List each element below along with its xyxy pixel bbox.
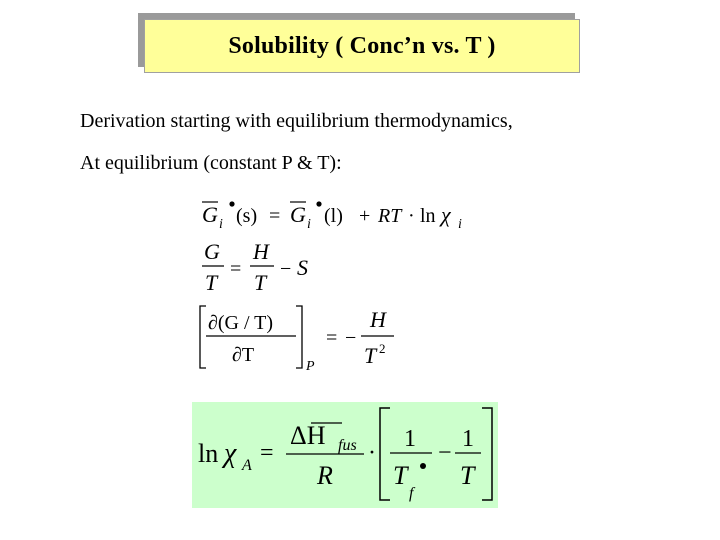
subscript-i: i [307,217,311,232]
subscript-i: i [219,217,223,232]
symbol-t: T [393,461,408,490]
denominator-dt: ∂T [232,344,255,366]
symbol-rt: RT [378,205,402,227]
symbol-g: G [204,239,220,264]
symbol-g: G [290,202,306,227]
pure-substance-dot [420,463,426,469]
right-bracket [482,408,492,500]
equals-sign: = [260,440,274,466]
subscript-i: i [458,217,462,232]
numerator-one: 1 [462,426,474,452]
pure-substance-dot [316,201,321,206]
minus-sign: − [438,440,452,466]
dot-operator: · [408,205,415,227]
equation-gibbs-equilibrium [196,192,486,234]
left-bracket [200,306,206,368]
dot-operator: · [368,440,376,466]
slide-title: Solubility ( Conc’n vs. T ) [228,32,496,59]
equals-sign: = [230,258,242,280]
plus-sign: + [359,205,371,227]
body-line-derivation: Derivation starting with equilibrium thermodynamics, [80,110,513,132]
final-equation-highlight [192,402,498,508]
symbol-h: H [253,239,269,264]
numerator-one: 1 [404,426,416,452]
left-bracket [380,408,390,500]
symbol-s: S [297,255,308,280]
subscript-a: A [242,457,252,474]
symbol-t: T [364,343,377,368]
equals-sign: = [269,205,281,227]
ln-operator: ln [420,205,436,227]
delta-h: ΔH [290,421,326,450]
subscript-f: f [409,485,414,502]
phase-liquid: (l) [324,205,343,227]
symbol-chi: χ [441,202,451,227]
equation-ideal-solubility [192,402,498,508]
numerator-dgt: ∂(G / T) [208,312,274,334]
pure-substance-dot [229,201,234,206]
subscript-p: P [306,359,315,374]
right-bracket [296,306,302,368]
symbol-g: G [202,202,218,227]
minus-sign: − [345,327,357,349]
equation-gibbs-helmholtz-definition [196,238,336,300]
symbol-chi: χ [224,438,237,469]
equals-sign: = [326,327,338,349]
symbol-t: T [254,270,267,295]
ln-operator: ln [198,439,219,468]
equation-gibbs-helmholtz [196,302,406,374]
minus-sign: − [280,258,292,280]
body-line-equilibrium: At equilibrium (constant P & T): [80,152,342,174]
symbol-h: H [370,307,386,332]
superscript-2: 2 [379,341,386,356]
phase-solid: (s) [236,205,258,227]
title-box [144,19,580,73]
symbol-t: T [205,270,218,295]
symbol-t: T [460,461,475,490]
subscript-fus: fus [338,437,357,454]
symbol-r: R [317,461,333,490]
